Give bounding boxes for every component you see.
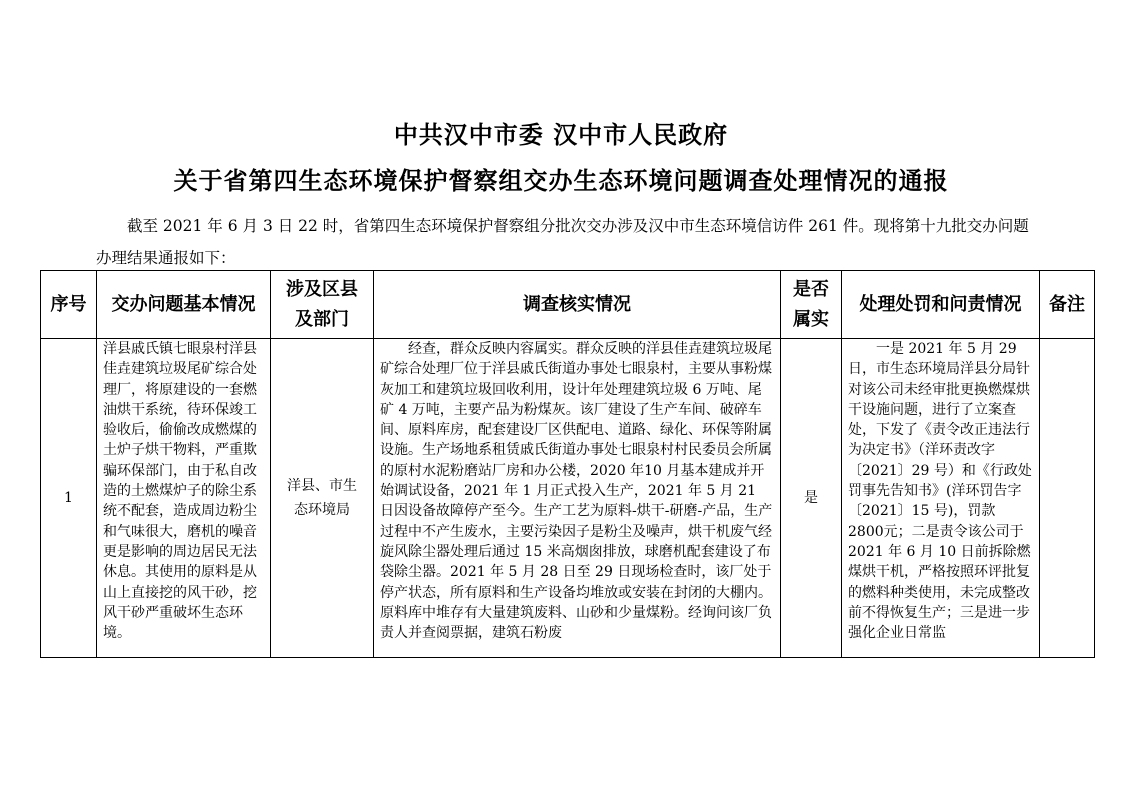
header-no: 序号 xyxy=(41,271,97,339)
header-investigation: 调查核实情况 xyxy=(374,271,781,339)
table-header-row xyxy=(41,271,1095,339)
issue-text: 洋县戚氏镇七眼泉村洋县佳垚建筑垃圾尾矿综合处理厂，将原建设的一套燃油烘干系统，待环保竣工验收后，偷偷改成燃煤的土炉子烘干物料，严重欺骗环保部门，由于私自改造的土燃煤炉子的除尘系统不配套，造成周边粉尘和气味很大，磨机的噪音更是影响的周边居民无法休息。其使用的原料是从山上直接挖的风干砂，挖风干砂严重破坏生态环境。 xyxy=(103,341,257,642)
cell-issue xyxy=(97,339,271,658)
cell-remarks xyxy=(1040,339,1095,658)
cell-dept xyxy=(271,339,374,658)
report-table xyxy=(40,270,1095,658)
cell-investigation xyxy=(374,339,781,658)
handling-text: 一是 2021 年 5 月 29 日，市生态环境局洋县分局针对该公司未经审批更换燃煤烘干设施问题，进行了立案查处，下发了《责令改正违法行为决定书》（洋环责改字〔2021〕29 号）和《行政处罚事先告知书》(洋环罚告字〔2021〕15 号)，罚款 2800元；二是责令该公司于 2021 年 6 月 10 日前拆除燃煤烘干机，严格按照环评批复的燃料种类使用，未完成整改前不得恢复生产；三是进一步强化企业日常监 xyxy=(848,341,1032,642)
header-verified: 是否属实 xyxy=(781,271,842,339)
cell-verified: 是 xyxy=(781,339,842,658)
dept-text: 洋县、市生态环境局 xyxy=(287,478,357,518)
header-dept: 涉及区县及部门 xyxy=(271,271,374,339)
header-issue: 交办问题基本情况 xyxy=(97,271,271,339)
cell-no: 1 xyxy=(41,339,97,658)
cell-handling xyxy=(842,339,1040,658)
table-row xyxy=(41,339,1095,658)
header-remarks: 备注 xyxy=(1040,271,1095,339)
intro-paragraph: 截至 2021 年 6 月 3 日 22 时，省第四生态环境保护督察组分批次交办涉及汉中市生态环境信访件 261 件。现将第十九批交办问题办理结果通报如下： xyxy=(96,217,1029,267)
document-title-line-2: 关于省第四生态环境保护督察组交办生态环境问题调查处理情况的通报 xyxy=(173,166,949,195)
investigation-text: 经查，群众反映内容属实。群众反映的洋县佳垚建筑垃圾尾矿综合处理厂位于洋县戚氏街道办事处七眼泉村，主要从事粉煤灰加工和建筑垃圾回收利用，设计年处理建筑垃圾 6 万吨、尾矿 4 万吨，主要产品为粉煤灰。该厂建设了生产车间、破碎车间、原料库房，配套建设厂区供配电、道路、绿化、环保等附属设施。生产场地系租赁戚氏街道办事处七眼泉村村民委员会所属的原村水泥粉磨站厂房和办公楼，2020 年10 月基本建成并开始调试设备，2021 年 1 月正式投入生产，2021 年 5 月 21 日因设备故障停产至今。生产工艺为原料-烘干-研磨-产品，生产过程中不产生废水，主要污染因子是粉尘及噪声，烘干机废气经旋风除尘器处理后通过 15 米高烟囱排放，球磨机配套建设了布袋除尘器。2021 年 5 月 28 日至 29 日现场检查时，该厂处于停产状态，所有原料和生产设备均堆放或安装在封闭的大棚内。原料库中堆存有大量建筑废料、山砂和少量煤粉。经询问该厂负责人并查阅票据，建筑石粉废 xyxy=(380,341,773,642)
header-handling: 处理处罚和问责情况 xyxy=(842,271,1040,339)
document-title-line-1: 中共汉中市委 汉中市人民政府 xyxy=(393,120,729,149)
